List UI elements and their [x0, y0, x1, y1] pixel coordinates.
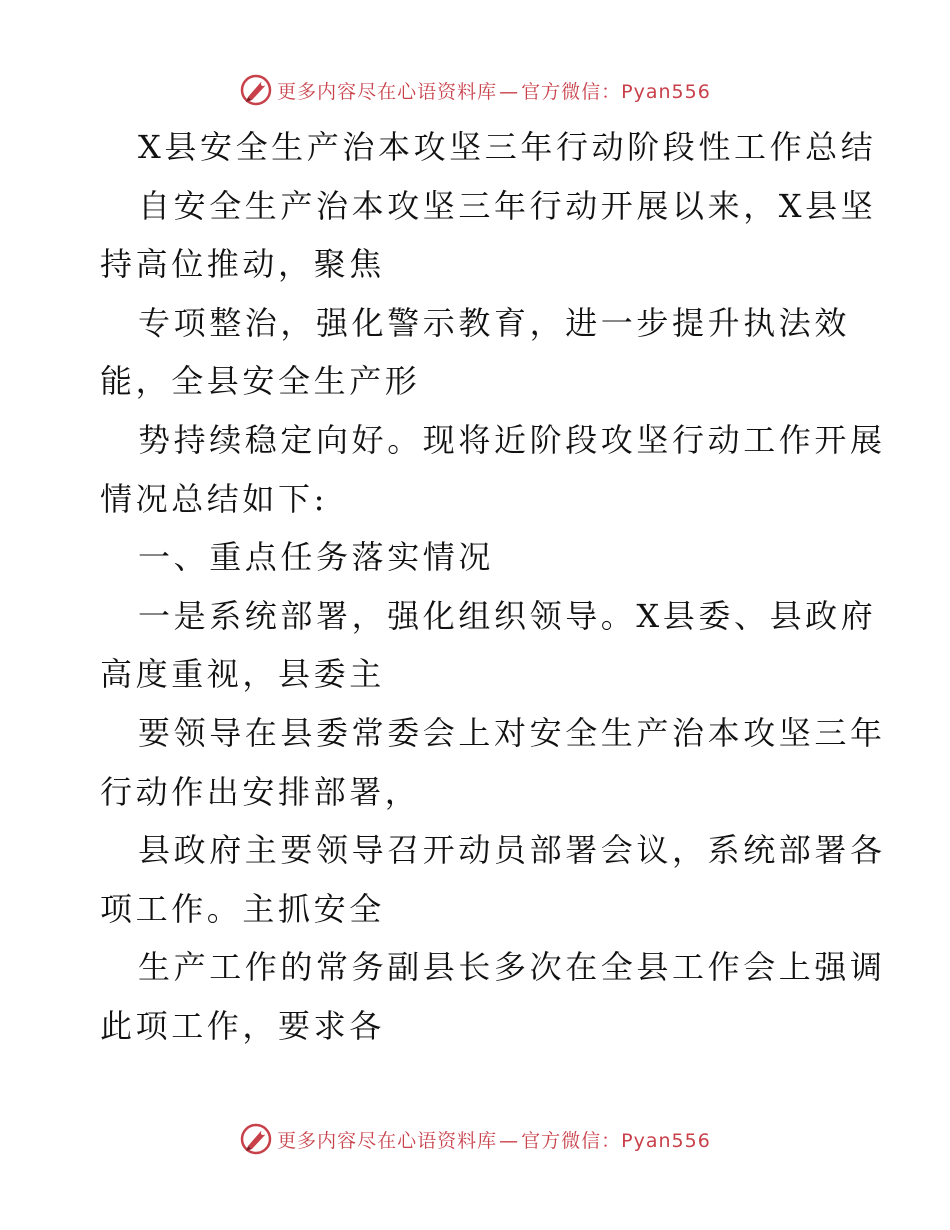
paragraph-line: 要领导在县委常委会上对安全生产治本攻坚三年	[138, 713, 886, 752]
watermark-site: 更多内容尽在心语资料库	[277, 80, 498, 103]
paragraph-line: 项工作。主抓安全	[100, 889, 385, 928]
section-heading: 一、重点任务落实情况	[138, 538, 495, 577]
watermark-text	[277, 1126, 711, 1153]
paragraph-line: 能，全县安全生产形	[100, 362, 421, 401]
watermark-text	[277, 77, 711, 104]
paragraph-line: 生产工作的常务副县长多次在全县工作会上强调	[138, 948, 886, 987]
pen-logo-icon	[239, 1122, 273, 1156]
paragraph-line: 情况总结如下:	[100, 479, 328, 518]
paragraph-line: 此项工作，要求各	[100, 1006, 385, 1045]
paragraph-line: 专项整治，强化警示教育，进一步提升执法效	[138, 303, 851, 342]
watermark-separator: —	[499, 80, 520, 103]
watermark-banner-bottom	[0, 1119, 950, 1159]
paragraph-line: 行动作出安排部署，	[100, 772, 421, 811]
paragraph-line: 一是系统部署，强化组织领导。X县委、县政府	[138, 596, 877, 635]
paragraph-line: 自安全生产治本攻坚三年行动开展以来，X县坚	[138, 186, 877, 225]
paragraph-line: 县政府主要领导召开动员部署会议，系统部署各	[138, 831, 886, 870]
watermark-separator: —	[499, 1129, 520, 1152]
pen-logo-icon	[239, 73, 273, 107]
watermark-wechat: 官方微信：Pyan556	[521, 80, 711, 103]
document-title: X县安全生产治本攻坚三年行动阶段性工作总结	[138, 128, 877, 166]
watermark-site: 更多内容尽在心语资料库	[277, 1129, 498, 1152]
paragraph-line: 高度重视，县委主	[100, 655, 385, 694]
document-body	[100, 118, 886, 1056]
paragraph-line: 持高位推动，聚焦	[100, 245, 385, 284]
paragraph-line: 势持续稳定向好。现将近阶段攻坚行动工作开展	[138, 420, 886, 459]
watermark-banner-top	[0, 70, 950, 110]
watermark-wechat: 官方微信：Pyan556	[521, 1129, 711, 1152]
